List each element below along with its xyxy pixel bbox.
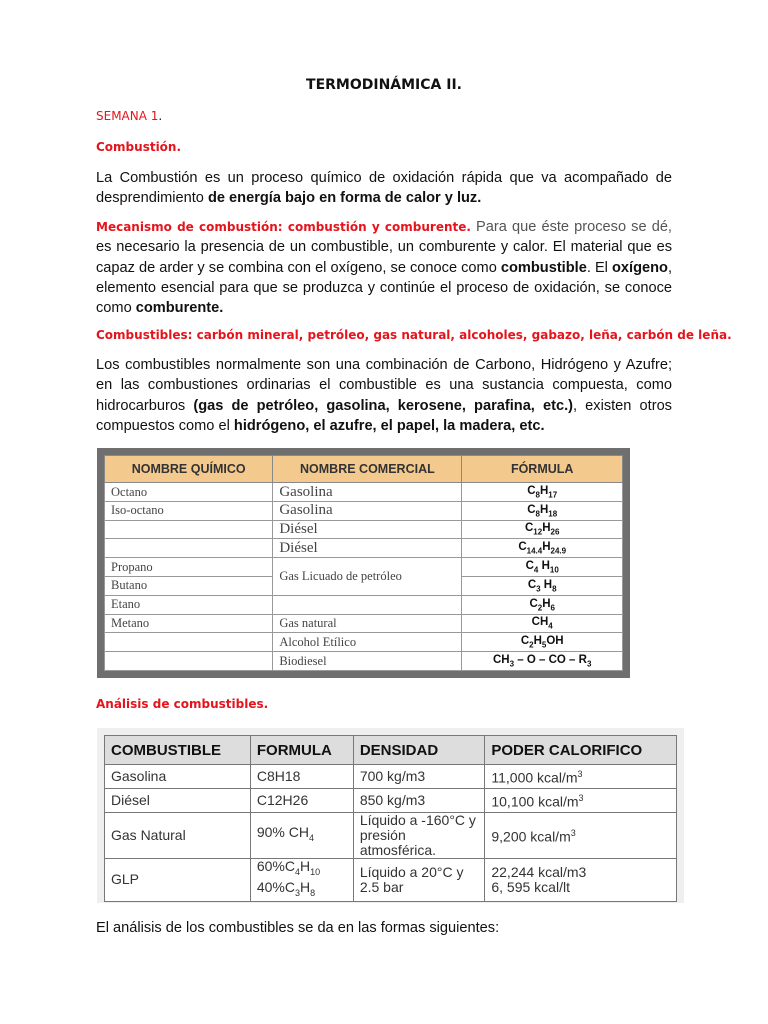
chemical-name-cell [105,633,273,652]
chemical-name-cell: Octano [105,483,273,502]
fuel-name-cell: Diésel [105,789,251,813]
chemical-name-cell [105,520,273,539]
mechanism-paragraph: Mecanismo de combustión: combustión y comburente. Para que éste proceso se dé, es necesario la presencia de un combustible, un comburente y calor. El material que es capaz de arder y se combina con el oxígeno, se conoce como combustible. El oxígeno, elemento esencial para que se produzca y continúe el proceso de oxidación, se conoce como comburente. [96,219,672,317]
density-cell: 850 kg/m3 [353,789,485,813]
chemical-name-cell: Metano [105,614,273,633]
chemical-name-cell: Etano [105,595,273,614]
fuels-heading: Combustibles: carbón mineral, petróleo, gas natural, alcoholes, gabazo, leña, carbón de leña. [96,328,732,342]
calorific-cell: 9,200 kcal/$m^3$ [485,813,677,859]
fuel-name-cell: Gasolina [105,765,251,789]
formula-cell: $C_8H_{17}$ [462,483,623,502]
analysis-heading: Análisis de combustibles. [96,697,269,711]
fuel-formula-cell: 90% $CH_4$ [250,813,353,859]
fuels-chemical-table [97,448,630,678]
fuels-analysis-table [97,728,684,903]
density-cell: Líquido a -160°C y presión atmosférica. [353,813,485,859]
table-header: NOMBRE COMERCIAL [273,456,462,483]
fuel-name-cell: Gas Natural [105,813,251,859]
formula-cell: $CH_4$ [462,614,623,633]
calorific-cell: 10,100 kcal/$m^3$ [485,789,677,813]
combustion-definition: La Combustión es un proceso químico de oxidación rápida que va acompañado de desprendimiento de energía bajo en forma de calor y luz. [96,170,672,207]
fuel-formula-cell: C8H18 [250,765,353,789]
final-paragraph: El análisis de los combustibles se da en las formas siguientes: [96,920,500,936]
chemical-name-cell: Butano [105,577,273,596]
combustion-heading: Combustión. [96,140,182,154]
commercial-name-cell: Gasolina [273,501,462,520]
commercial-name-cell: Alcohol Etílico [273,633,462,652]
formula-cell: $C_4$ $H_{10}$ [462,558,623,577]
chemical-name-cell: Iso-octano [105,501,273,520]
commercial-name-cell: Gas Licuado de petróleo [273,558,462,596]
chemical-name-cell [105,652,273,671]
formula-cell: $C_3$ $H_8$ [462,577,623,596]
density-cell: Líquido a 20°C y 2.5 bar [353,859,485,902]
table-header: FÓRMULA [462,456,623,483]
formula-cell: $C_{12}H_{26}$ [462,520,623,539]
fuel-name-cell: GLP [105,859,251,902]
table-header: DENSIDAD [353,736,485,765]
commercial-name-cell: Diésel [273,539,462,558]
table-header: COMBUSTIBLE [105,736,251,765]
density-cell: 700 kg/m3 [353,765,485,789]
calorific-cell: 11,000 kcal/$m^3$ [485,765,677,789]
table-header: NOMBRE QUÍMICO [105,456,273,483]
page-title: TERMODINÁMICA II. [306,77,462,93]
commercial-name-cell: Diésel [273,520,462,539]
fuel-formula-cell: C12H26 [250,789,353,813]
table-header: FORMULA [250,736,353,765]
formula-cell: $C_{14.4}H_{24.9}$ [462,539,623,558]
formula-cell: $C_8H_{18}$ [462,501,623,520]
calorific-cell: 22,244 kcal/m3 6, 595 kcal/lt [485,859,677,902]
commercial-name-cell: Gasolina [273,483,462,502]
formula-cell: $CH_3$ – O – CO – $R_3$ [462,652,623,671]
commercial-name-cell: Biodiesel [273,652,462,671]
formula-cell: $C_2H_6$ [462,595,623,614]
commercial-name-cell [273,595,462,614]
chemical-name-cell: Propano [105,558,273,577]
commercial-name-cell: Gas natural [273,614,462,633]
fuels-paragraph: Los combustibles normalmente son una combinación de Carbono, Hidrógeno y Azufre; en las combustiones ordinarias el combustible es una sustancia compuesta, como hidrocarburos (gas de petróleo, gasolina, kerosene, parafina, etc.), existen otros compuestos como el hidrógeno, el azufre, el papel, la madera, etc. [96,357,672,434]
fuel-formula-cell: $60\%C_4H_{10}$ $40\%C_3H_8$ [250,859,353,902]
table-header: PODER CALORIFICO [485,736,677,765]
week-label: SEMANA 1. [96,109,163,123]
chemical-name-cell [105,539,273,558]
formula-cell: $C_2H_5OH$ [462,633,623,652]
